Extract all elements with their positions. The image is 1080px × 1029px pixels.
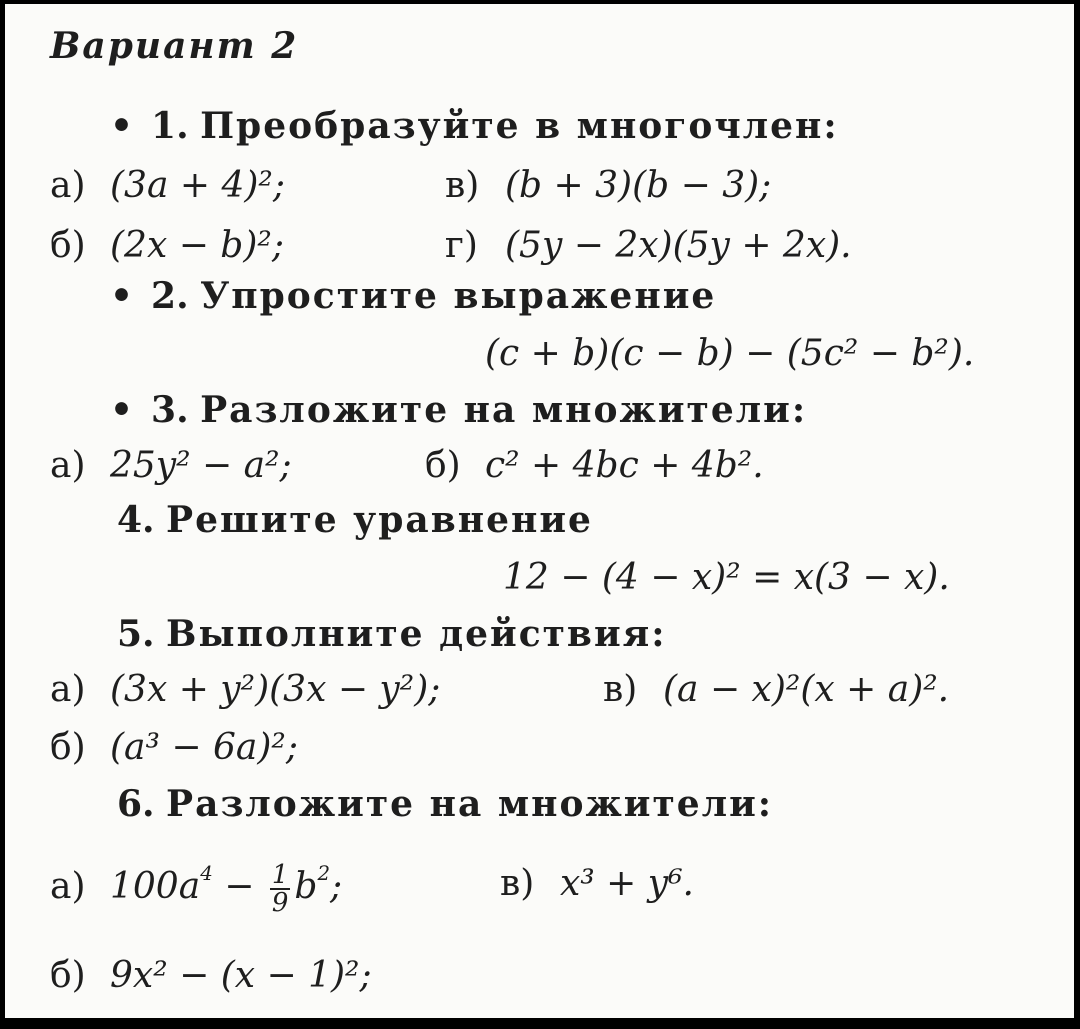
task-1-item-g: [445, 224, 852, 268]
task-heading-text: Выполните действия:: [166, 613, 667, 655]
task-number: 6.: [117, 783, 155, 825]
fraction: [270, 862, 291, 916]
task-1-item-b: [50, 224, 284, 268]
item-label: в): [603, 669, 638, 710]
task-number: 2.: [151, 275, 189, 317]
worksheet-title: Вариант 2: [50, 25, 299, 67]
task-5-item-v: [603, 668, 949, 712]
item-expression: (b + 3)(b − 3);: [505, 165, 772, 206]
item-label: в): [500, 863, 535, 904]
item-label: в): [445, 165, 480, 206]
item-expression: x³ + y⁶.: [560, 863, 694, 904]
task-3-heading: [110, 388, 807, 433]
task-3-item-b: [425, 444, 764, 488]
task-2-heading: [110, 274, 716, 319]
task-6-item-v: [500, 862, 694, 906]
item-expression: (3x + y²)(3x − y²);: [110, 669, 441, 710]
bullet-icon: •: [110, 275, 134, 317]
item-expression: (2x − b)²;: [110, 225, 284, 266]
task-heading-text: Упростите выражение: [200, 275, 717, 317]
task-5-heading: [117, 612, 667, 657]
item-label: а): [50, 669, 86, 710]
item-expression: (a³ − 6a)²;: [110, 727, 298, 768]
item-label: б): [425, 445, 461, 486]
task-2-expression: (c + b)(c − b) − (5c² − b²).: [485, 333, 975, 374]
task-heading-text: Разложите на множители:: [166, 783, 774, 825]
worksheet-page: [5, 4, 1074, 1018]
bullet-icon: •: [110, 389, 134, 431]
item-label: г): [445, 225, 478, 266]
task-heading-text: Разложите на множители:: [200, 389, 808, 431]
item-expression: c² + 4bc + 4b².: [485, 445, 764, 486]
item-expression: (5y − 2x)(5y + 2x).: [505, 225, 852, 266]
item-expression: $100a^4$ − $\frac{1}{9}$ $b^2$;: [110, 860, 343, 918]
fraction-denominator: 9: [271, 888, 289, 918]
task-number: 1.: [151, 105, 189, 147]
item-label: а): [50, 165, 86, 206]
task-6-item-b: [50, 954, 372, 998]
task-3-item-a: [50, 444, 292, 488]
item-label: а): [50, 445, 86, 486]
task-6-item-a: [50, 862, 342, 916]
task-5-item-b: [50, 726, 298, 770]
fraction-numerator: 1: [271, 860, 289, 890]
item-expression: 25y² − a²;: [110, 445, 292, 486]
item-label: б): [50, 225, 86, 266]
task-4-heading: [117, 498, 593, 543]
item-label: б): [50, 955, 86, 996]
task-6-heading: [117, 782, 773, 827]
item-expression: 9x² − (x − 1)²;: [110, 955, 372, 996]
task-4-equation: 12 − (4 − x)² = x(3 − x).: [503, 557, 950, 598]
task-heading-text: Решите уравнение: [166, 499, 593, 541]
task-5-item-a: [50, 668, 440, 712]
item-expression: (3a + 4)²;: [110, 165, 285, 206]
task-number: 3.: [151, 389, 189, 431]
item-label: а): [50, 866, 86, 907]
bullet-icon: •: [110, 105, 134, 147]
task-1-item-v: [445, 164, 771, 208]
task-number: 4.: [117, 499, 155, 541]
task-1-heading: [110, 104, 839, 149]
item-expression: (a − x)²(x + a)².: [663, 669, 950, 710]
task-heading-text: Преобразуйте в многочлен:: [200, 105, 839, 147]
item-label: б): [50, 727, 86, 768]
task-1-item-a: [50, 164, 285, 208]
task-number: 5.: [117, 613, 155, 655]
